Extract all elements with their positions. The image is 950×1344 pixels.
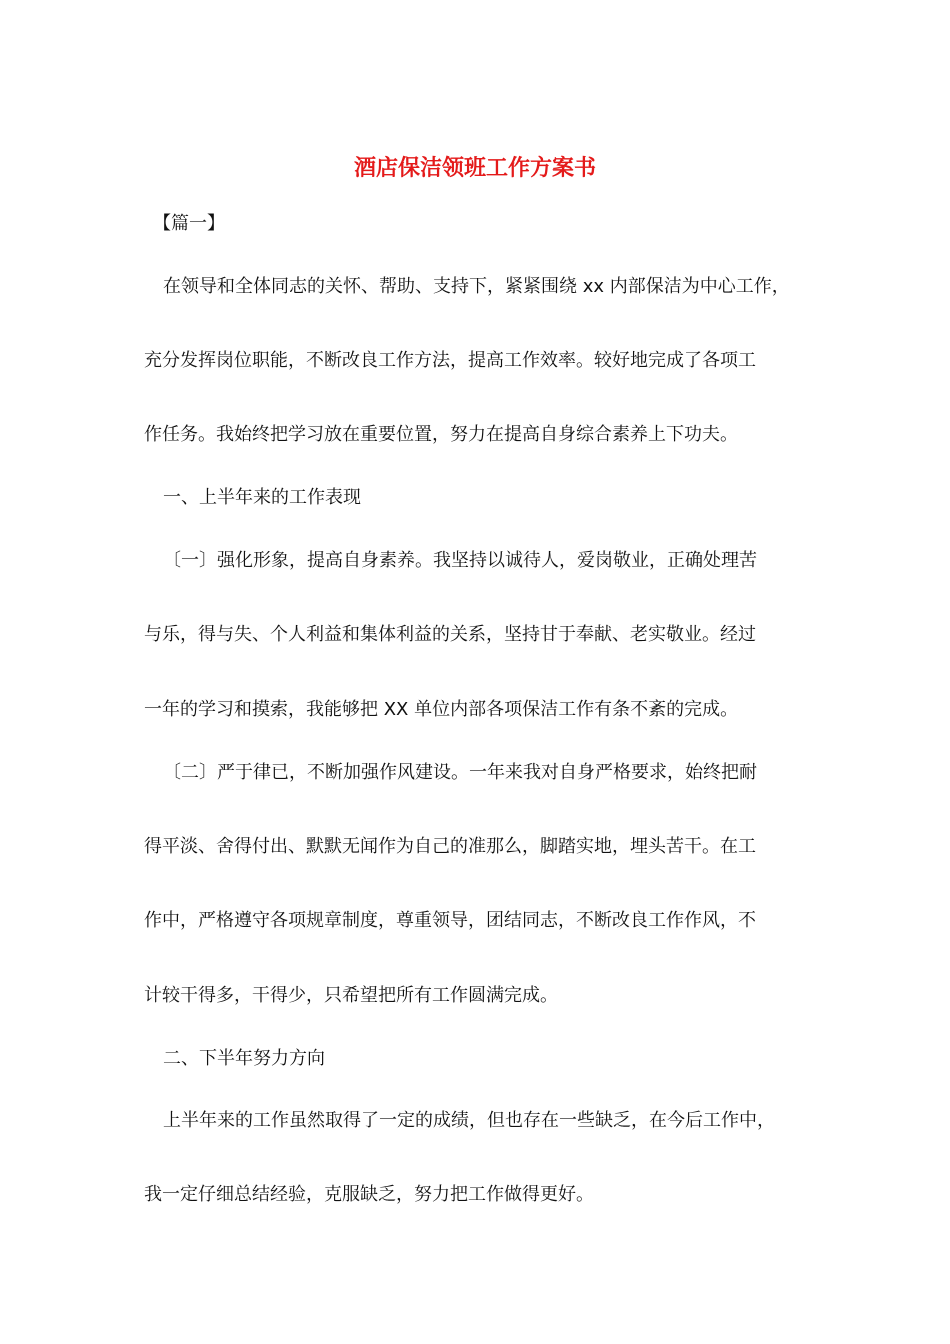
paragraph-line: 作中，严格遵守各项规章制度，尊重领导，团结同志，不断改良工作作风，不 [144, 910, 756, 931]
section-tag: 【篇一】 [153, 213, 225, 234]
section-heading: 二、下半年努力方向 [163, 1048, 325, 1069]
paragraph-line: 得平淡、舍得付出、默默无闻作为自己的准那么，脚踏实地，埋头苦干。在工 [144, 836, 756, 857]
paragraph-line: 上半年来的工作虽然取得了一定的成绩，但也存在一些缺乏，在今后工作中， [163, 1110, 775, 1131]
paragraph-line: 作任务。我始终把学习放在重要位置，努力在提高自身综合素养上下功夫。 [144, 424, 738, 445]
paragraph-line: 计较干得多，干得少，只希望把所有工作圆满完成。 [144, 985, 558, 1006]
section-heading: 一、上半年来的工作表现 [163, 487, 361, 508]
paragraph-line: 在领导和全体同志的关怀、帮助、支持下，紧紧围绕 xx 内部保洁为中心工作， [163, 276, 790, 297]
paragraph-line: 一年的学习和摸索，我能够把 XX 单位内部各项保洁工作有条不紊的完成。 [144, 699, 739, 720]
paragraph-line: 我一定仔细总结经验，克服缺乏，努力把工作做得更好。 [144, 1184, 594, 1205]
paragraph-line: 〔二〕严于律已，不断加强作风建设。一年来我对自身严格要求，始终把耐 [163, 762, 757, 783]
document-title: 酒店保洁领班工作方案书 [353, 155, 596, 181]
paragraph-line: 充分发挥岗位职能，不断改良工作方法，提高工作效率。较好地完成了各项工 [144, 350, 756, 371]
paragraph-line: 〔一〕强化形象，提高自身素养。我坚持以诚待人，爱岗敬业，正确处理苦 [163, 550, 757, 571]
paragraph-line: 与乐，得与失、个人利益和集体利益的关系，坚持甘于奉献、老实敬业。经过 [144, 624, 756, 645]
